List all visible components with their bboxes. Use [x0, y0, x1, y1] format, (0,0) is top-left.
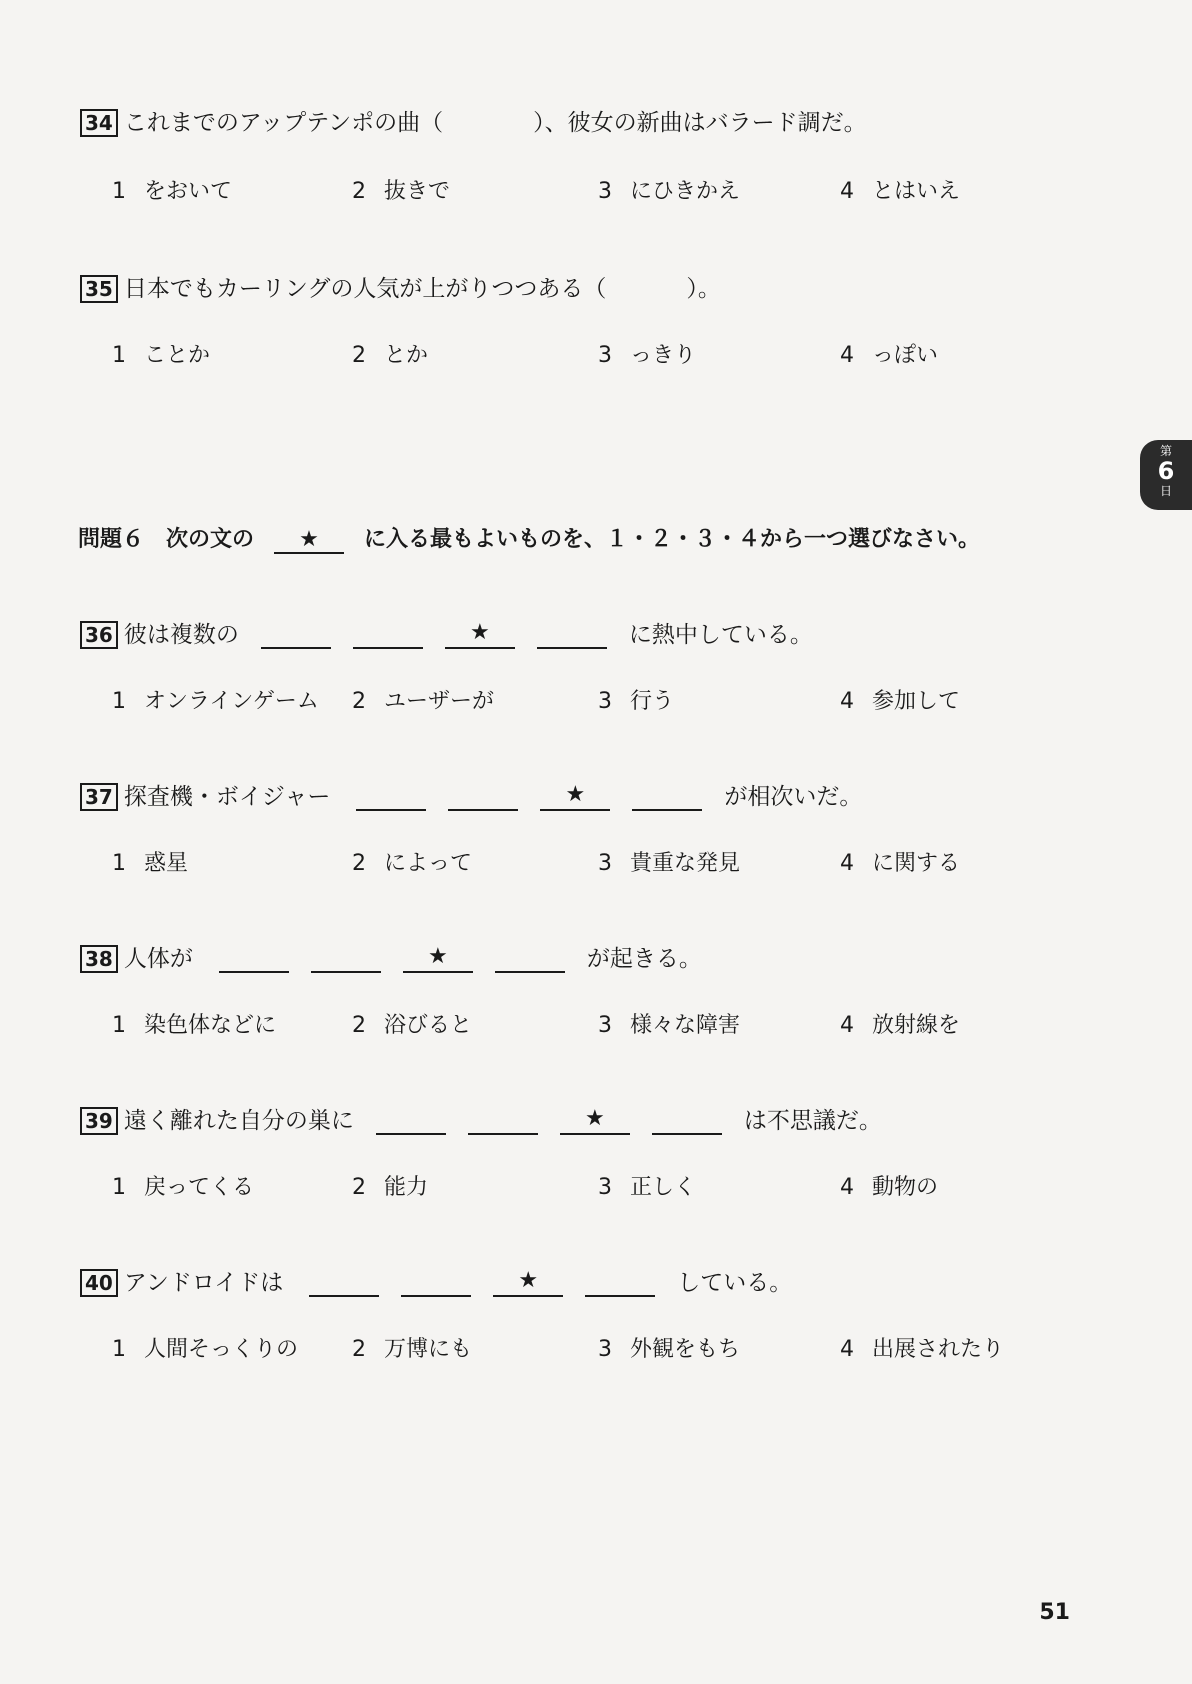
answer-blank[interactable]: [401, 1267, 471, 1297]
question-text-after: ）。: [686, 276, 721, 302]
answer-blank-star[interactable]: [493, 1267, 563, 1297]
question-number: 39: [80, 1107, 118, 1135]
option-1[interactable]: 1 惑星: [112, 851, 189, 876]
question-text-before: アンドロイドは: [123, 1270, 284, 1296]
question-text-before: 遠く離れた自分の巣に: [123, 1108, 354, 1134]
question-34: [80, 104, 867, 137]
answer-blank[interactable]: [448, 781, 518, 811]
question-text-before: 日本でもカーリングの人気が上がりつつある（: [123, 276, 607, 302]
answer-blank[interactable]: [219, 943, 289, 973]
answer-blank-star[interactable]: [445, 619, 515, 649]
answer-blank[interactable]: [468, 1105, 538, 1135]
question-text-after: に熱中している。: [628, 622, 813, 648]
question-36: [80, 616, 813, 649]
question-text-after: している。: [677, 1270, 793, 1296]
question-number: 38: [80, 945, 118, 973]
section-6-instructions: 問題６ 次の文の ★ に入る最もよいものを、１・２・３・４から一つ選びなさい。: [78, 527, 981, 552]
question-37: [80, 778, 862, 811]
option-3[interactable]: 3 行う: [598, 689, 675, 714]
question-text-before: 探査機・ボイジャー: [123, 784, 331, 810]
question-number: 37: [80, 783, 118, 811]
question-number: 36: [80, 621, 118, 649]
answer-blank[interactable]: [537, 619, 607, 649]
option-2[interactable]: 2 万博にも: [352, 1337, 473, 1362]
answer-blank-star[interactable]: [540, 781, 610, 811]
question-40: [80, 1264, 792, 1297]
option-2[interactable]: 2 とか: [352, 343, 429, 368]
option-1[interactable]: 1 ことか: [112, 343, 211, 368]
question-number: 35: [80, 275, 118, 303]
option-1[interactable]: 1 人間そっくりの: [112, 1337, 299, 1362]
answer-blank[interactable]: [495, 943, 565, 973]
answer-blank[interactable]: [585, 1267, 655, 1297]
answer-blank[interactable]: [376, 1105, 446, 1135]
option-1[interactable]: 1 戻ってくる: [112, 1175, 255, 1200]
question-text-after: が相次いだ。: [724, 784, 863, 810]
option-2[interactable]: 2 ユーザーが: [352, 689, 495, 714]
answer-blank[interactable]: [261, 619, 331, 649]
option-1[interactable]: 1 オンラインゲーム: [112, 689, 319, 714]
option-4[interactable]: 4 っぽい: [840, 343, 939, 368]
option-3[interactable]: 3 っきり: [598, 343, 697, 368]
option-2[interactable]: 2 によって: [352, 851, 473, 876]
option-4[interactable]: 4 動物の: [840, 1175, 939, 1200]
question-text-before: 人体が: [123, 946, 193, 972]
option-4[interactable]: 4 参加して: [840, 689, 961, 714]
question-text-after: ）、彼女の新曲はバラード調だ。: [533, 110, 867, 136]
option-3[interactable]: 3 貴重な発見: [598, 851, 741, 876]
question-number: 40: [80, 1269, 118, 1297]
option-2[interactable]: 2 浴びると: [352, 1013, 473, 1038]
option-4[interactable]: 4 出展されたり: [840, 1337, 1005, 1362]
option-3[interactable]: 3 外観をもち: [598, 1337, 741, 1362]
question-39: [80, 1102, 882, 1135]
answer-blank[interactable]: [353, 619, 423, 649]
answer-blank-star[interactable]: [403, 943, 473, 973]
option-4[interactable]: 4 に関する: [840, 851, 961, 876]
question-number: 34: [80, 109, 118, 137]
option-1[interactable]: 1 染色体などに: [112, 1013, 277, 1038]
answer-blank[interactable]: [311, 943, 381, 973]
answer-blank[interactable]: [632, 781, 702, 811]
question-text-before: 彼は複数の: [123, 622, 239, 648]
question-text-after: が起きる。: [586, 946, 702, 972]
option-2[interactable]: 2 能力: [352, 1175, 429, 1200]
chapter-side-tab: 第 6 日: [1140, 440, 1192, 510]
answer-blank-star[interactable]: [560, 1105, 630, 1135]
option-3[interactable]: 3 様々な障害: [598, 1013, 741, 1038]
option-4[interactable]: 4 とはいえ: [840, 179, 961, 204]
option-2[interactable]: 2 抜きで: [352, 179, 451, 204]
option-1[interactable]: 1 をおいて: [112, 179, 233, 204]
answer-blank[interactable]: [356, 781, 426, 811]
question-38: [80, 940, 702, 973]
answer-blank[interactable]: [652, 1105, 722, 1135]
question-text-after: は不思議だ。: [743, 1108, 882, 1134]
question-text-before: これまでのアップテンポの曲（: [123, 110, 444, 136]
option-3[interactable]: 3 正しく: [598, 1175, 697, 1200]
page-number: 51: [1039, 1600, 1070, 1625]
answer-blank[interactable]: [309, 1267, 379, 1297]
question-35: [80, 270, 721, 303]
star-icon: ★: [274, 527, 344, 554]
option-3[interactable]: 3 にひきかえ: [598, 179, 741, 204]
option-4[interactable]: 4 放射線を: [840, 1013, 961, 1038]
